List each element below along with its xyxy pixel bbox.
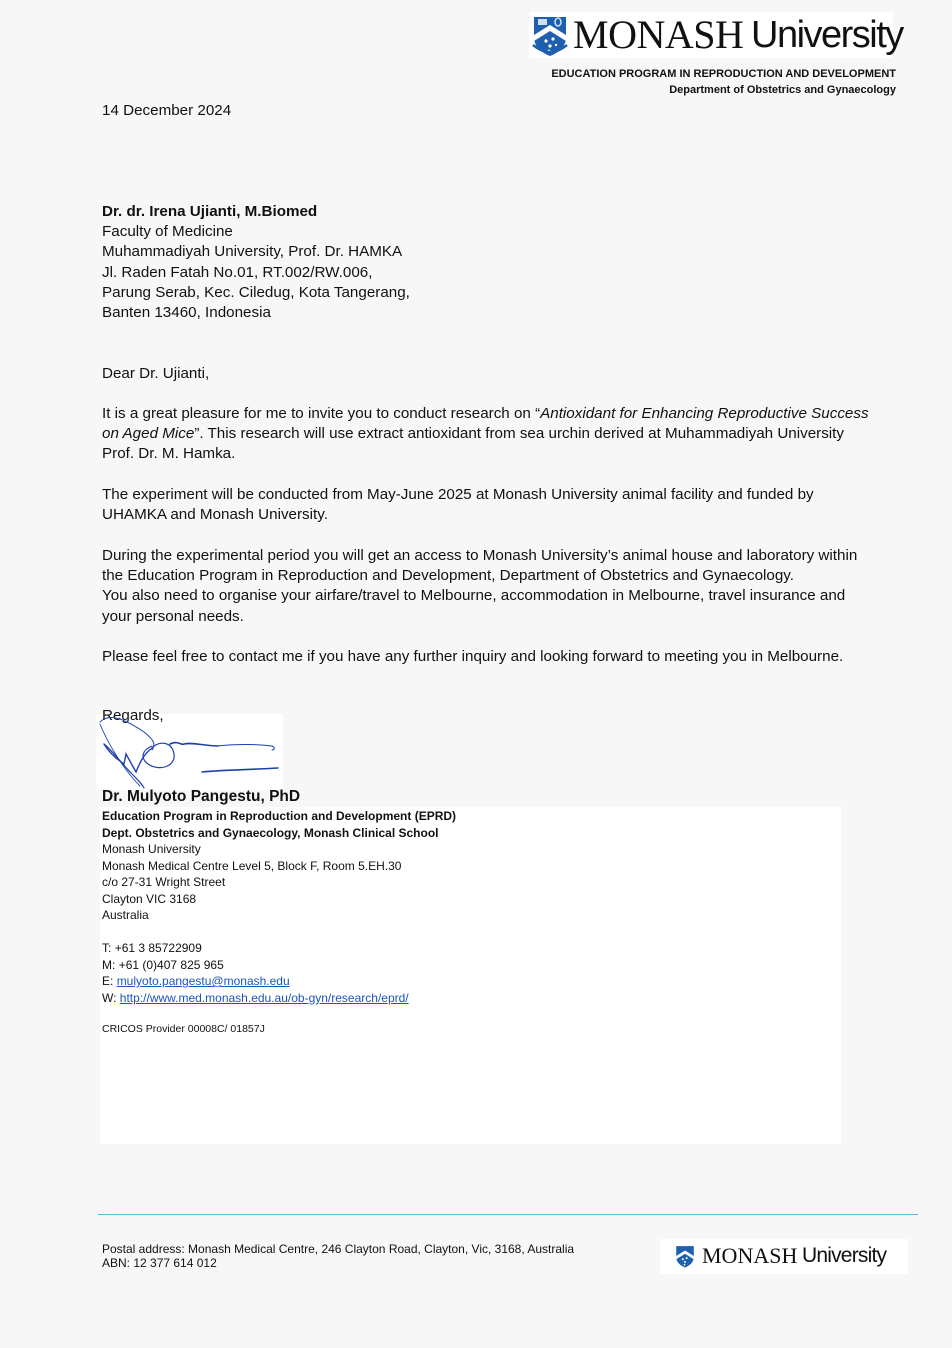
mobile-label: M: — [102, 958, 116, 972]
para3-line: During the experimental period you will get an access to Monash University’s animal house and laboratory within — [102, 547, 858, 564]
cricos-provider: CRICOS Provider 00008C/ 01857J — [102, 1023, 265, 1035]
signer-department: Dept. Obstetrics and Gynaecology, Monash Clinical School — [102, 826, 439, 840]
para1-line2 — [102, 424, 869, 444]
signer-email — [102, 973, 290, 990]
signer-address-line: Monash University — [102, 842, 201, 856]
handwritten-signature — [96, 714, 283, 792]
para1-line3: Prof. Dr. M. Hamka. — [102, 445, 236, 463]
para1-line1-prefix: It is a great pleasure for me to invite you to conduct research on “ — [102, 405, 541, 422]
email-label: E: — [102, 974, 114, 988]
footer-logo-wordmark-monash: MONASH — [702, 1243, 798, 1268]
web-label: W: — [102, 991, 117, 1005]
research-title-part2: on Aged Mice — [102, 425, 195, 443]
paragraph-access — [102, 546, 857, 627]
para2-line: The experiment will be conducted from May-June 2025 at Monash University animal facility and funded by — [102, 486, 814, 503]
footer-divider — [98, 1214, 918, 1215]
signer-program: Education Program in Reproduction and Development (EPRD) — [102, 809, 457, 823]
footer-monash-logo — [660, 1239, 908, 1274]
email-link[interactable]: mulyoto.pangestu@monash.edu — [116, 974, 290, 988]
research-title-part1: Antioxidant for Enhancing Reproductive Success — [540, 405, 869, 422]
phone-value: +61 3 85722909 — [114, 941, 202, 955]
para3-line: the Education Program in Reproduction and Development, Department of Obstetrics and Gynaecology. — [102, 567, 794, 585]
para3-line: your personal needs. — [102, 607, 244, 625]
mobile-value: +61 (0)407 825 965 — [118, 958, 224, 972]
recipient-address — [102, 202, 410, 323]
monash-logo — [529, 12, 903, 58]
signer-phone — [102, 940, 202, 957]
para1-line1 — [102, 404, 869, 424]
phone-label: T: — [102, 941, 112, 955]
recipient-name: Dr. dr. Irena Ujianti, M.Biomed — [102, 203, 318, 220]
signer-web — [102, 990, 409, 1007]
signer-address-line: Clayton VIC 3168 — [102, 892, 197, 906]
paragraph-contact: Please feel free to contact me if you have any further inquiry and looking forward to meeting you in Melbourne. — [102, 648, 844, 665]
signer-address-line: c/o 27-31 Wright Street — [102, 875, 226, 889]
header-department: Department of Obstetrics and Gynaecology — [669, 84, 896, 96]
signer-name: Dr. Mulyoto Pangestu, PhD — [102, 788, 301, 805]
logo-wordmark-monash: MONASH — [573, 12, 744, 57]
recipient-line: Parung Serab, Kec. Ciledug, Kota Tangerang, — [102, 283, 410, 301]
salutation: Dear Dr. Ujianti, — [102, 365, 210, 382]
para3-line: You also need to organise your airfare/travel to Melbourne, accommodation in Melbourne, travel insurance and — [102, 587, 846, 605]
footer-postal-address: Postal address: Monash Medical Centre, 246 Clayton Road, Clayton, Vic, 3168, Australia — [102, 1242, 575, 1256]
header-program: EDUCATION PROGRAM IN REPRODUCTION AND DEVELOPMENT — [551, 68, 896, 80]
monash-crest-icon — [675, 1245, 695, 1268]
paragraph-invitation — [102, 404, 869, 465]
signer-mobile — [102, 957, 224, 974]
para2-line: UHAMKA and Monash University. — [102, 506, 328, 524]
monash-crest-icon — [532, 15, 568, 57]
recipient-line: Banten 13460, Indonesia — [102, 304, 271, 322]
footer-abn: ABN: 12 377 614 012 — [102, 1256, 217, 1270]
recipient-line: Muhammadiyah University, Prof. Dr. HAMKA — [102, 243, 403, 261]
letter-date: 14 December 2024 — [102, 102, 232, 119]
recipient-line: Jl. Raden Fatah No.01, RT.002/RW.006, — [102, 263, 373, 281]
signer-address-line: Monash Medical Centre Level 5, Block F, Room 5.EH.30 — [102, 859, 402, 873]
website-link[interactable]: http://www.med.monash.edu.au/ob-gyn/research/eprd/ — [119, 991, 409, 1005]
para1-line2-rest: ”. This research will use extract antioxidant from sea urchin derived at Muhammadiyah University — [194, 425, 844, 443]
closing: Regards, — [102, 707, 164, 724]
footer-logo-wordmark-university: University — [802, 1244, 887, 1267]
recipient-line: Faculty of Medicine — [102, 223, 233, 241]
paragraph-experiment — [102, 485, 814, 525]
logo-wordmark-university: University — [751, 14, 903, 56]
signer-address-line: Australia — [102, 908, 149, 922]
